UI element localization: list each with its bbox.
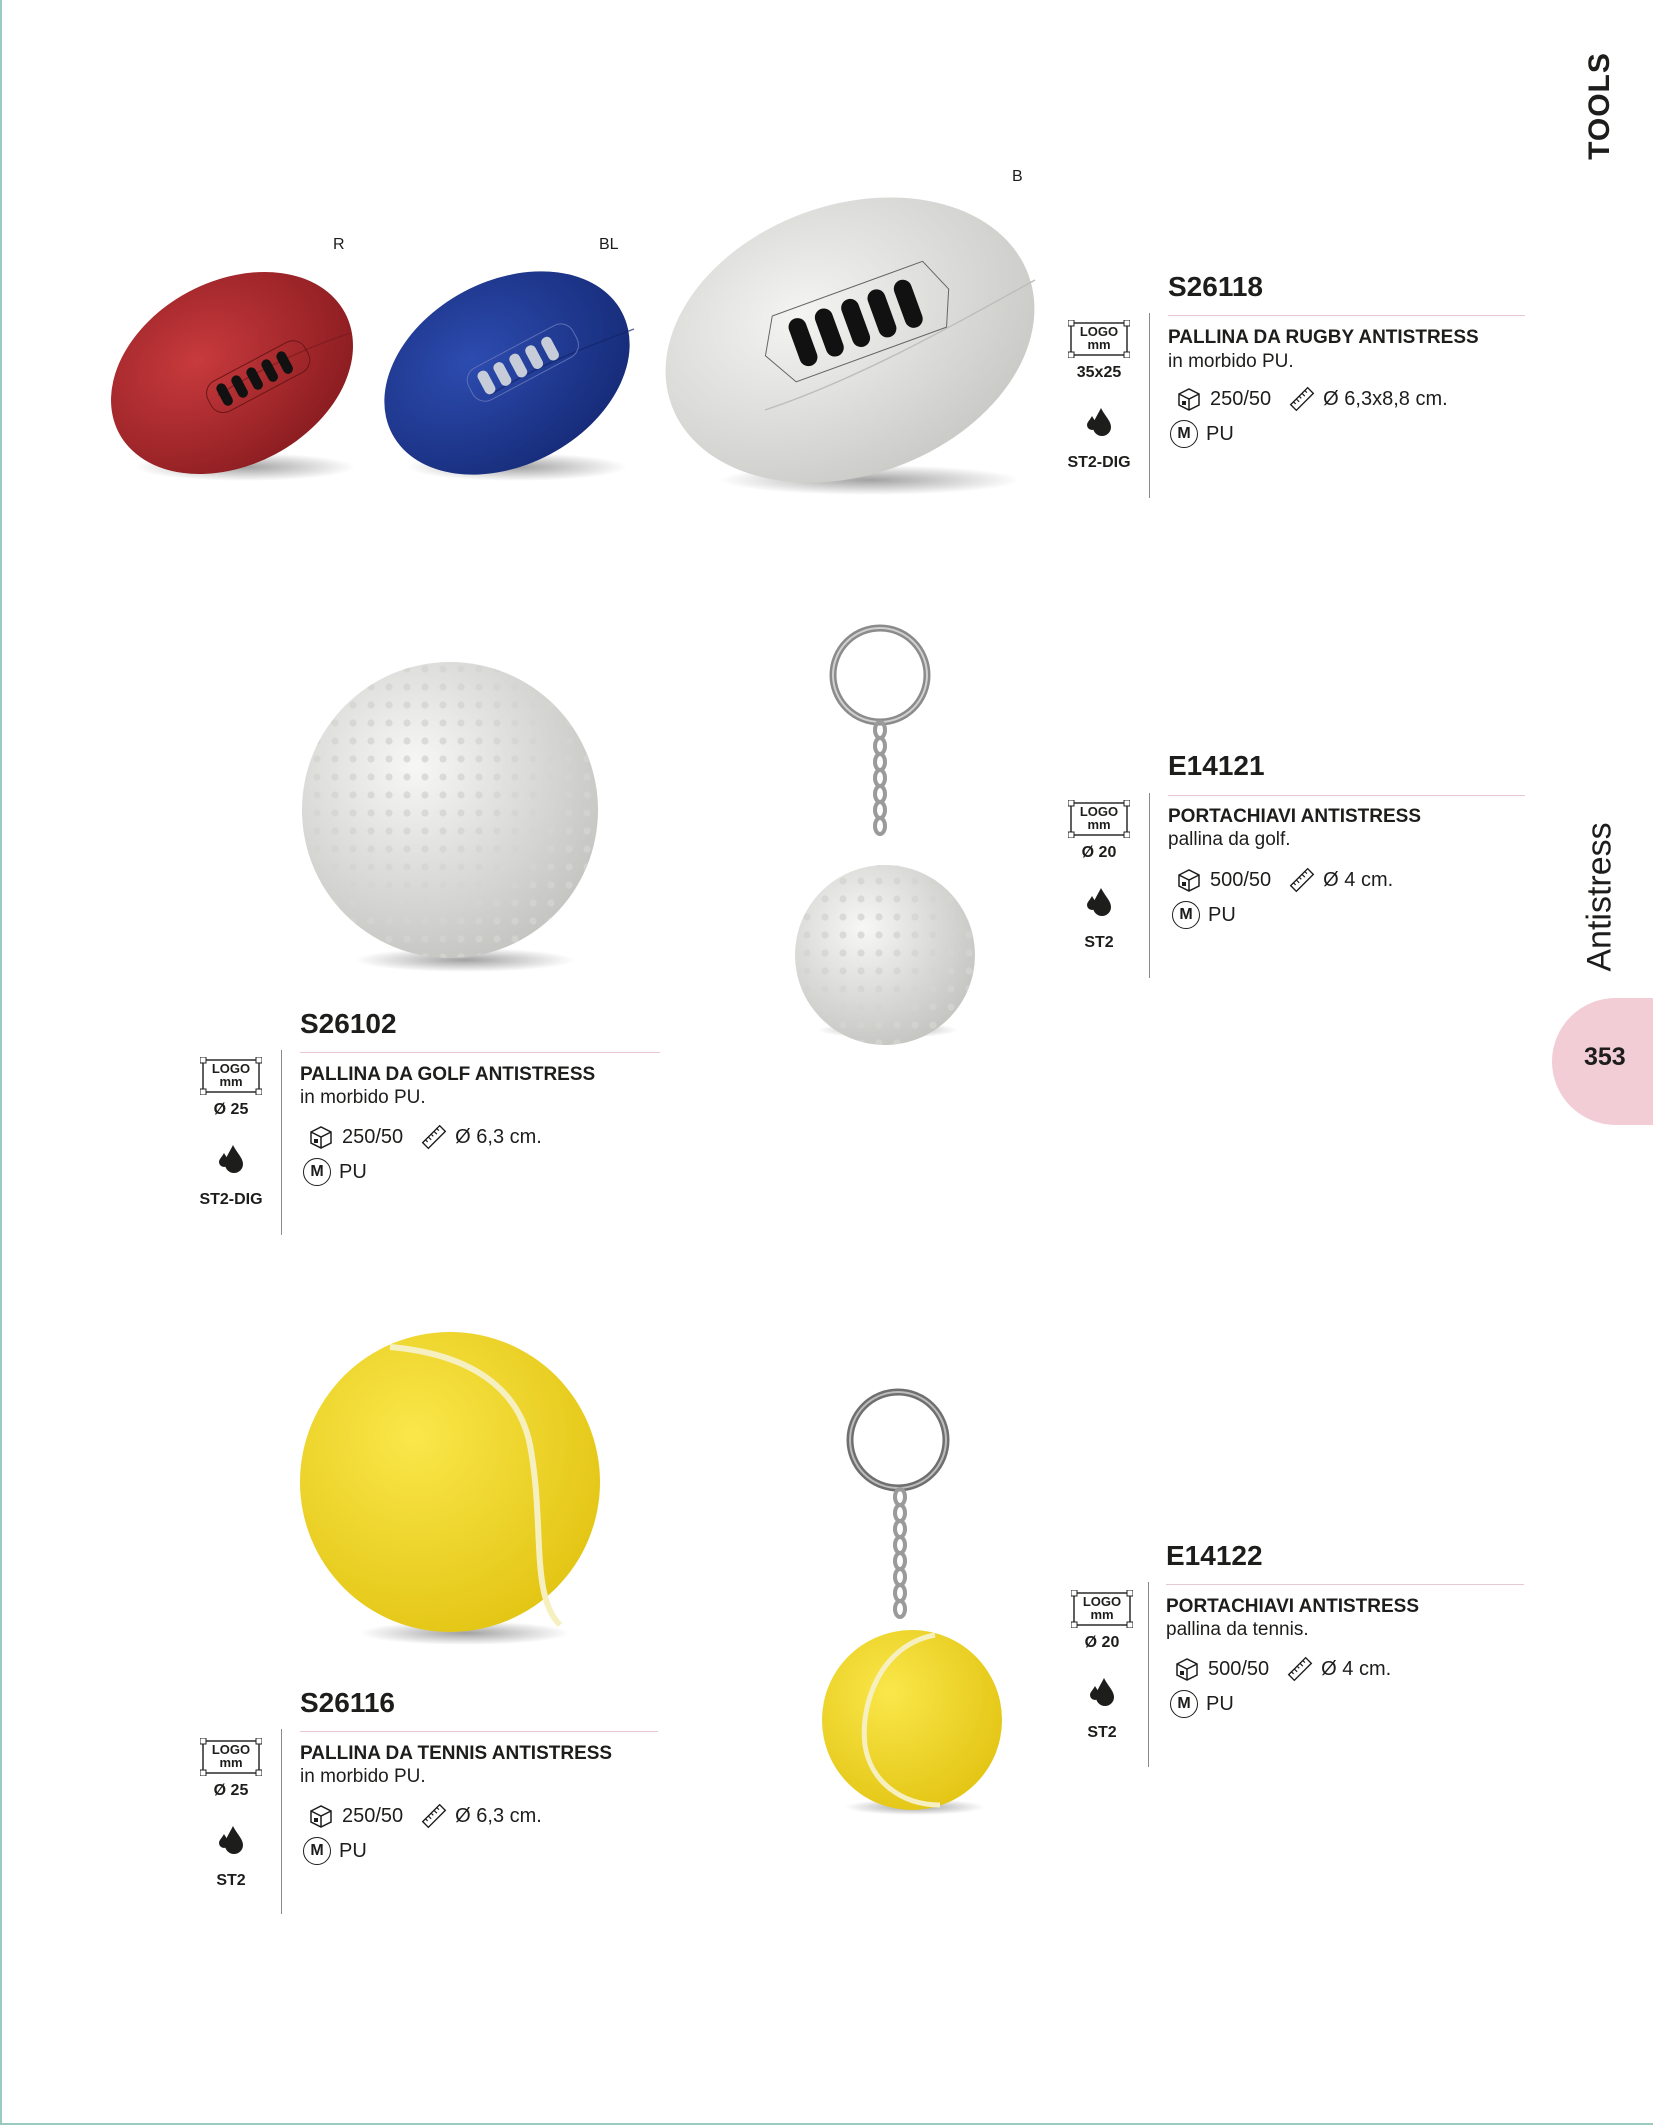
material-icon: M bbox=[1170, 1690, 1198, 1718]
variant-label-blue: BL bbox=[599, 236, 619, 253]
rugby-ball-blue-image bbox=[372, 245, 642, 485]
divider-line bbox=[281, 1729, 282, 1914]
logo-size: Ø 25 bbox=[213, 1782, 249, 1799]
ink-drop-icon bbox=[1085, 886, 1113, 916]
packaging-size-row bbox=[1174, 1656, 1391, 1682]
packaging-qty: 250/50 bbox=[342, 1804, 404, 1827]
print-technique: ST2-DIG bbox=[1067, 454, 1131, 471]
product-code: S26102 bbox=[300, 1008, 397, 1039]
product-code: S26118 bbox=[1168, 271, 1263, 302]
packaging-size-row bbox=[1176, 386, 1448, 412]
packaging-qty: 250/50 bbox=[342, 1125, 404, 1148]
tennis-ball-image bbox=[290, 1325, 610, 1655]
product-rule bbox=[300, 1731, 658, 1732]
material-name: PU bbox=[339, 1839, 367, 1862]
product-rule bbox=[1168, 315, 1525, 316]
packaging-qty: 500/50 bbox=[1208, 1657, 1270, 1680]
ruler-icon bbox=[421, 1124, 447, 1150]
material-name: PU bbox=[1206, 1692, 1234, 1715]
section-label-antistress: Antistress bbox=[1580, 822, 1619, 972]
logo-frame-icon: LOGO mm bbox=[1068, 320, 1130, 358]
print-technique: ST2-DIG bbox=[199, 1191, 263, 1208]
product-size: Ø 6,3 cm. bbox=[455, 1804, 542, 1827]
ruler-icon bbox=[1289, 867, 1315, 893]
box-icon bbox=[308, 1124, 334, 1150]
tennis-keychain-image bbox=[800, 1385, 1020, 1825]
ink-drop-icon bbox=[1088, 1676, 1116, 1706]
material-icon: M bbox=[1170, 420, 1198, 448]
packaging-qty: 250/50 bbox=[1210, 387, 1272, 410]
divider-line bbox=[1149, 313, 1150, 498]
ruler-icon bbox=[1287, 1656, 1313, 1682]
logo-size: Ø 25 bbox=[213, 1101, 249, 1118]
material-icon: M bbox=[1172, 901, 1200, 929]
box-icon bbox=[1176, 386, 1202, 412]
divider-line bbox=[1148, 1582, 1149, 1767]
packaging-size-row bbox=[1176, 867, 1393, 893]
variant-label-red: R bbox=[333, 236, 345, 253]
box-icon bbox=[1174, 1656, 1200, 1682]
print-technique: ST2 bbox=[1084, 934, 1114, 951]
logo-frame-icon: LOGO mm bbox=[1071, 1590, 1133, 1628]
material-name: PU bbox=[339, 1160, 367, 1183]
material-row bbox=[1172, 901, 1236, 929]
material-row bbox=[1170, 420, 1234, 448]
ruler-icon bbox=[1289, 386, 1315, 412]
page-frame-left bbox=[0, 0, 2, 2125]
golf-ball-image bbox=[290, 660, 610, 980]
product-subtitle: in morbido PU. bbox=[300, 1087, 426, 1108]
logo-frame-icon: LOGO mm bbox=[200, 1738, 262, 1776]
logo-frame-icon: LOGO mm bbox=[1068, 800, 1130, 838]
divider-line bbox=[1149, 793, 1150, 978]
box-icon bbox=[308, 1803, 334, 1829]
ink-drop-icon bbox=[1085, 406, 1113, 436]
logo-size: 35x25 bbox=[1076, 364, 1122, 381]
golf-keychain-image bbox=[780, 620, 1000, 1050]
product-subtitle: in morbido PU. bbox=[300, 1766, 426, 1787]
rugby-ball-red-image bbox=[100, 245, 365, 485]
material-name: PU bbox=[1206, 422, 1234, 445]
logo-size: Ø 20 bbox=[1084, 1634, 1120, 1651]
box-icon bbox=[1176, 867, 1202, 893]
material-icon: M bbox=[303, 1837, 331, 1865]
material-row bbox=[303, 1158, 367, 1186]
print-technique: ST2 bbox=[216, 1872, 246, 1889]
product-code: E14121 bbox=[1168, 750, 1265, 781]
divider-line bbox=[281, 1050, 282, 1235]
packaging-size-row bbox=[308, 1124, 542, 1150]
product-subtitle: in morbido PU. bbox=[1168, 351, 1294, 372]
product-subtitle: pallina da golf. bbox=[1168, 829, 1291, 850]
material-icon: M bbox=[303, 1158, 331, 1186]
ink-drop-icon bbox=[217, 1824, 245, 1854]
print-info bbox=[1054, 320, 1144, 472]
packaging-size-row bbox=[308, 1803, 542, 1829]
variant-label-white: B bbox=[1012, 168, 1023, 185]
product-size: Ø 6,3x8,8 cm. bbox=[1323, 387, 1448, 410]
product-title: PALLINA DA RUGBY ANTISTRESS bbox=[1168, 327, 1479, 348]
product-subtitle: pallina da tennis. bbox=[1166, 1619, 1309, 1640]
product-rule bbox=[1166, 1584, 1524, 1585]
product-size: Ø 6,3 cm. bbox=[455, 1125, 542, 1148]
rugby-ball-white-image bbox=[655, 180, 1045, 500]
material-row bbox=[303, 1837, 367, 1865]
print-info bbox=[1054, 800, 1144, 952]
section-label-tools: TOOLS bbox=[1583, 52, 1616, 160]
page-number-tab bbox=[1552, 998, 1653, 1125]
product-title: PALLINA DA GOLF ANTISTRESS bbox=[300, 1064, 596, 1085]
product-code: E14122 bbox=[1166, 1540, 1263, 1571]
product-size: Ø 4 cm. bbox=[1321, 1657, 1392, 1680]
print-info bbox=[1057, 1590, 1147, 1742]
print-info bbox=[186, 1738, 276, 1890]
product-rule bbox=[1168, 795, 1525, 796]
page-number: 353 bbox=[1584, 1043, 1626, 1071]
print-info bbox=[186, 1057, 276, 1209]
packaging-qty: 500/50 bbox=[1210, 868, 1272, 891]
product-title: PORTACHIAVI ANTISTRESS bbox=[1166, 1596, 1419, 1617]
product-code: S26116 bbox=[300, 1687, 395, 1718]
product-size: Ø 4 cm. bbox=[1323, 868, 1394, 891]
print-technique: ST2 bbox=[1087, 1724, 1117, 1741]
material-row bbox=[1170, 1690, 1234, 1718]
material-name: PU bbox=[1208, 903, 1236, 926]
logo-frame-icon: LOGO mm bbox=[200, 1057, 262, 1095]
ink-drop-icon bbox=[217, 1143, 245, 1173]
product-rule bbox=[300, 1052, 660, 1053]
product-title: PORTACHIAVI ANTISTRESS bbox=[1168, 806, 1421, 827]
ruler-icon bbox=[421, 1803, 447, 1829]
logo-size: Ø 20 bbox=[1081, 844, 1117, 861]
product-title: PALLINA DA TENNIS ANTISTRESS bbox=[300, 1743, 613, 1764]
